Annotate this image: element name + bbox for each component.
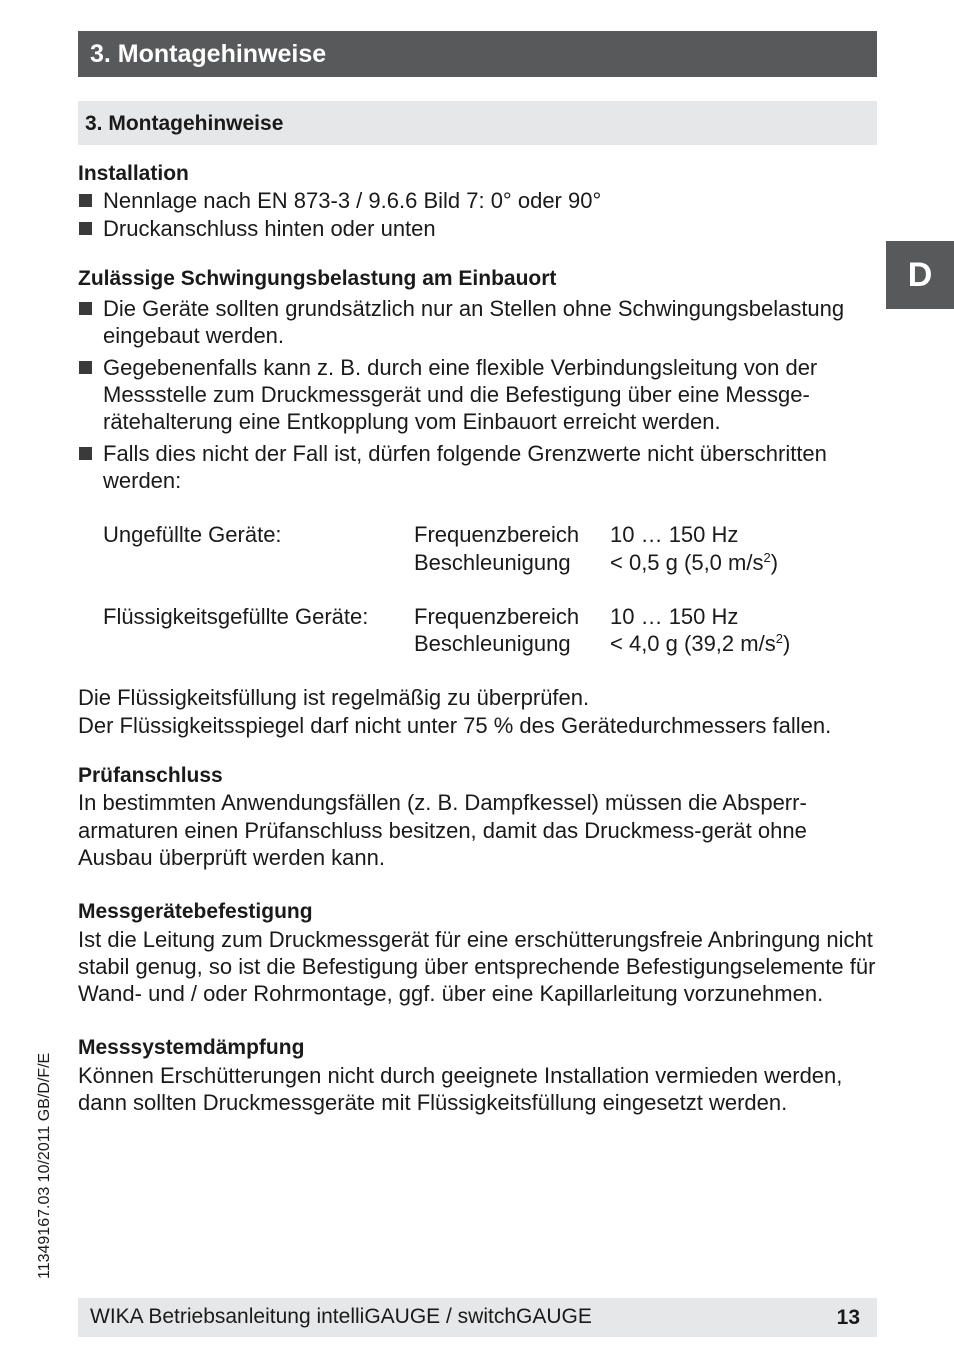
installation-list (78, 187, 878, 242)
language-tab: D (886, 241, 954, 309)
parameter-label-cell: Beschleunigung (414, 631, 571, 657)
table-row (103, 549, 790, 576)
vibration-list (78, 295, 878, 494)
square-bullet-icon (79, 194, 92, 207)
device-type-cell: Ungefüllte Geräte: (103, 522, 282, 548)
installation-heading: Installation (78, 162, 189, 185)
square-bullet-icon (79, 361, 92, 374)
page-number: 13 (836, 1306, 860, 1329)
fill-check-note: Die Flüssigkeitsfüllung ist regelmäßig zu überprüfen. Der Flüssigkeitsspiegel darf nicht unter 75 % des Gerätedurchmessers fallen. (78, 685, 832, 738)
square-bullet-icon (79, 447, 92, 460)
square-bullet-icon (79, 302, 92, 315)
list-item (78, 354, 878, 436)
table-row (103, 603, 790, 630)
section-header (78, 101, 877, 145)
mounting-heading: Messgerätebefestigung (78, 900, 313, 924)
document-code: 11349167.03 10/2011 GB/D/F/E (36, 1052, 53, 1279)
parameter-value-cell: < 0,5 g (5,0 $m/s^2$) (610, 549, 779, 575)
test-connection-text: In bestimmten Anwendungsfällen (z. B. Dampfkessel) müssen die Absperrarmaturen einen Prüfanschluss besitzen, damit das Druckmess-gerät ohne Ausbau überprüft werden kann. (78, 790, 807, 870)
page-footer (78, 1298, 877, 1337)
table-row (103, 630, 790, 657)
parameter-value-cell: 10 … 150 Hz (610, 522, 739, 548)
parameter-value-cell: < 4,0 g (39,2 $m/s^2$) (610, 631, 791, 657)
device-type-cell: Flüssigkeitsgefüllte Geräte: (103, 603, 369, 629)
list-item (78, 440, 878, 495)
test-connection-heading: Prüfanschluss (78, 764, 223, 788)
parameter-label-cell: Frequenzbereich (414, 522, 580, 548)
parameter-value-cell: 10 … 150 Hz (610, 603, 739, 629)
chapter-title: 3. Montagehinweise (90, 40, 327, 68)
mounting-text: Ist die Leitung zum Druckmessgerät für eine erschütterungsfreie Anbringung nicht stabil genug, so ist die Befestigung über entsprechende Befestigungselemente für Wand- und / oder Rohrmontage, ggf. über eine Kapillarleitung vorzunehmen. (78, 926, 876, 1007)
page-content (78, 160, 878, 1116)
list-item-text: Nennlage nach EN 873-3 / 9.6.6 Bild 7: 0° oder 90° (103, 188, 602, 214)
vibration-limits-table (103, 521, 790, 657)
parameter-label-cell: Frequenzbereich (414, 603, 580, 629)
damping-heading: Messsystemdämpfung (78, 1036, 305, 1060)
footer-title: WIKA Betriebsanleitung intelliGAUGE / switchGAUGE (90, 1305, 592, 1328)
list-item (78, 215, 878, 242)
vibration-heading: Zulässige Schwingungsbelastung am Einbauort (78, 266, 557, 290)
damping-text: Können Erschütterungen nicht durch geeignete Installation vermieden werden, dann sollten Druckmessgeräte mit Flüssigkeitsfüllung eingesetzt werden. (78, 1062, 843, 1116)
square-bullet-icon (79, 222, 92, 235)
chapter-header (78, 31, 877, 77)
list-item (78, 295, 878, 350)
table-row (103, 521, 790, 548)
list-item-text: Gegebenenfalls kann z. B. durch eine flexible Verbindungsleitung von der Messstelle zum Druckmessgerät und die Befestigung über eine Messgerätehalterung eine Entkopplung vom Einbauort erreicht werden. (103, 354, 818, 435)
parameter-label-cell: Beschleunigung (414, 549, 571, 575)
section-title: 3. Montagehinweise (85, 112, 284, 135)
list-item (78, 187, 878, 214)
list-item-text: Druckanschluss hinten oder unten (103, 215, 436, 241)
list-item-text: Die Geräte sollten grundsätzlich nur an Stellen ohne Schwingungsbelastung eingebaut werden. (103, 296, 845, 349)
list-item-text: Falls dies nicht der Fall ist, dürfen folgende Grenzwerte nicht überschritten werden: (103, 440, 827, 493)
